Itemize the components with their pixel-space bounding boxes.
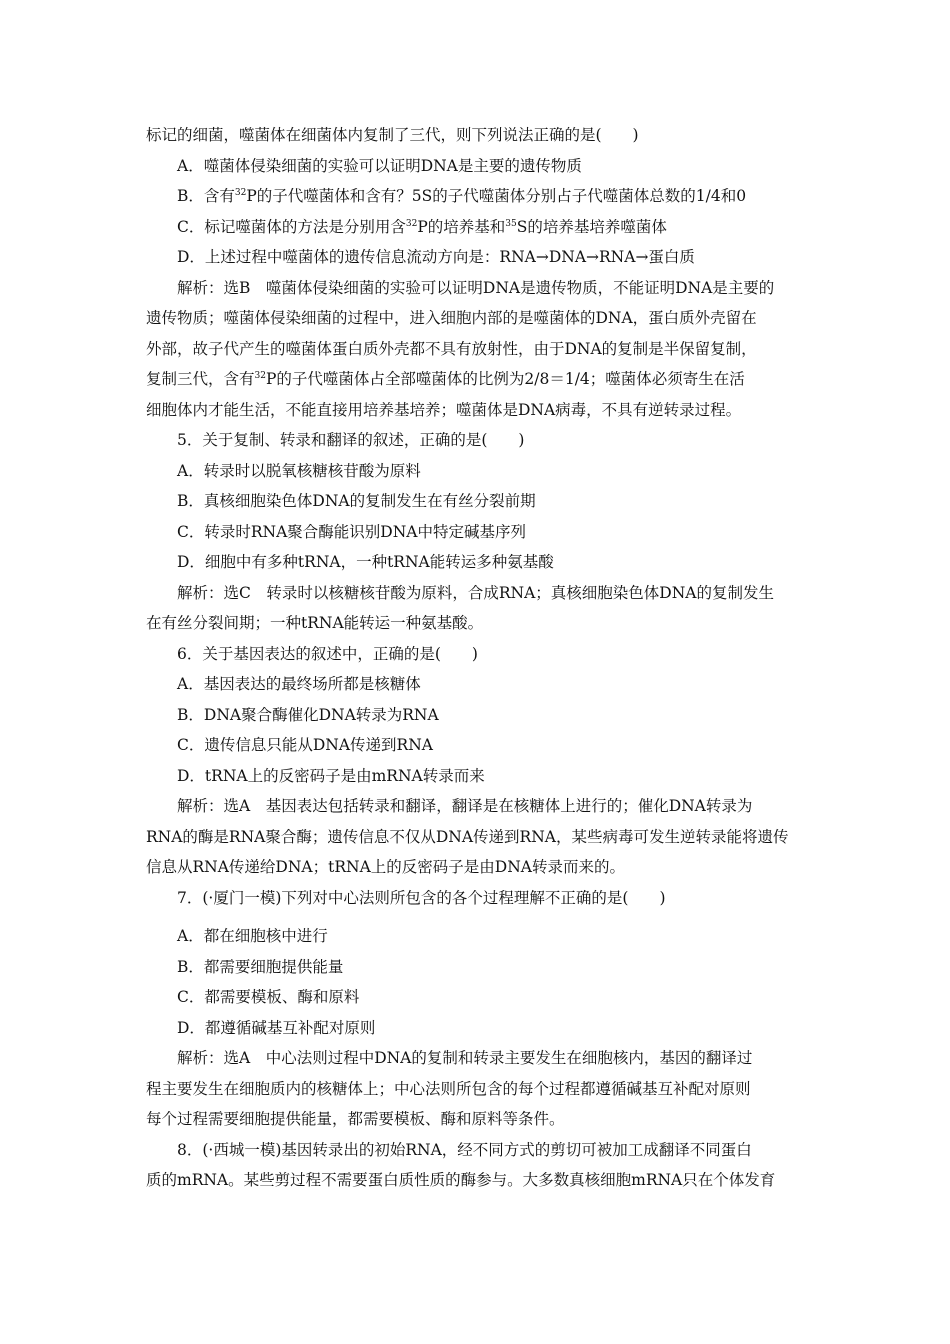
q7-stem-emphasis: 不 bbox=[545, 883, 561, 914]
q4-option-d: D．上述过程中噬菌体的遗传信息流动方向是：RNA→DNA→RNA→蛋白质 bbox=[177, 248, 695, 266]
q4-option-b bbox=[146, 181, 808, 212]
q7-option-c: C．都需要模板、酶和原料 bbox=[177, 988, 360, 1006]
q4-analysis-line-1: 解析：选B 噬菌体侵染细菌的实验可以证明DNA是遗传物质，不能证明DNA是主要的 bbox=[177, 278, 775, 297]
q6-analysis-line-2: RNA的酶是RNA聚合酶；遗传信息不仅从DNA传递到RNA，某些病毒可发生逆转录能将遗传 bbox=[146, 827, 789, 846]
q4-option-b-superscript: 32 bbox=[234, 188, 247, 198]
q7-option-a: A．都在细胞核中进行 bbox=[177, 927, 328, 945]
q4-analysis-line-2: 遗传物质；噬菌体侵染细菌的过程中，进入细胞内部的是噬菌体的DNA，蛋白质外壳留在 bbox=[146, 309, 757, 327]
q5-option-c: C．转录时RNA聚合酶能识别DNA中特定碱基序列 bbox=[177, 522, 526, 541]
q5-option-a: A．转录时以脱氧核糖核苷酸为原料 bbox=[177, 461, 421, 480]
q4-analysis-line-4-text-2: P的子代噬菌体占全部噬菌体的比例为2/8＝1/4；噬菌体必须寄生在活 bbox=[265, 370, 745, 388]
q5-option-d: D．细胞中有多种tRNA，一种tRNA能转运多种氨基酸 bbox=[177, 553, 554, 571]
q5-option-b: B．真核细胞染色体DNA的复制发生在有丝分裂前期 bbox=[177, 492, 536, 510]
q7-stem-text-2: 正确的是( ) bbox=[560, 888, 666, 907]
q7-analysis-line-3: 每个过程需要细胞提供能量，都需要模板、酶和原料等条件。 bbox=[146, 1110, 565, 1128]
q4-stem-tail: 标记的细菌，噬菌体在细菌体内复制了三代，则下列说法正确的是( ) bbox=[146, 126, 639, 144]
q4-analysis-superscript: 32 bbox=[254, 371, 266, 381]
q6-stem: 6．关于基因表达的叙述中，正确的是( ) bbox=[177, 644, 478, 663]
q4-option-b-text-2: P的子代噬菌体和含有？5S的子代噬菌体分别占子代噬菌体总数的1/4和0 bbox=[246, 187, 747, 205]
q4-analysis-line-4 bbox=[146, 364, 808, 395]
q5-stem: 5．关于复制、转录和翻译的叙述，正确的是( ) bbox=[177, 431, 525, 449]
q8-stem-line-2: 质的mRNA。某些剪过程不需要蛋白质性质的酶参与。大多数真核细胞mRNA只在个体发育 bbox=[146, 1171, 776, 1189]
page-content bbox=[146, 120, 808, 1196]
q7-analysis-line-2: 程主要发生在细胞质内的核糖体上；中心法则所包含的每个过程都遵循碱基互补配对原则 bbox=[146, 1079, 751, 1098]
q6-option-d: D．tRNA上的反密码子是由mRNA转录而来 bbox=[177, 766, 485, 785]
q4-option-c bbox=[146, 212, 808, 243]
q4-analysis-line-3: 外部，故子代产生的噬菌体蛋白质外壳都不具有放射性，由于DNA的复制是半保留复制， bbox=[146, 339, 757, 358]
q4-analysis-line-4-text-1: 复制三代，含有 bbox=[146, 370, 255, 388]
q4-option-a: A．噬菌体侵染细菌的实验可以证明DNA是主要的遗传物质 bbox=[177, 156, 582, 175]
q4-option-c-superscript-2: 35 bbox=[505, 218, 517, 229]
q5-analysis-line-1: 解析：选C 转录时以核糖核苷酸为原料，合成RNA；真核细胞染色体DNA的复制发生 bbox=[177, 583, 774, 602]
q4-option-c-text-3: S的培养基培养噬菌体 bbox=[516, 217, 667, 236]
q5-analysis-line-2: 在有丝分裂间期；一种tRNA能转运一种氨基酸。 bbox=[146, 614, 484, 632]
q7-stem-text-1: 7．(·厦门一模)下列对中心法则所包含的各个过程理解 bbox=[177, 888, 545, 907]
q6-option-a: A．基因表达的最终场所都是核糖体 bbox=[177, 675, 421, 693]
q7-option-d: D．都遵循碱基互补配对原则 bbox=[177, 1018, 376, 1037]
q4-option-c-text-2: P的培养基和 bbox=[417, 217, 506, 236]
q8-stem-line-1: 8．(·西城一模)基因转录出的初始RNA，经不同方式的剪切可被加工成翻译不同蛋白 bbox=[177, 1140, 752, 1159]
q6-analysis-line-3: 信息从RNA传递给DNA；tRNA上的反密码子是由DNA转录而来的。 bbox=[146, 858, 625, 876]
q6-option-b: B．DNA聚合酶催化DNA转录为RNA bbox=[177, 705, 439, 724]
q7-option-b: B．都需要细胞提供能量 bbox=[177, 957, 344, 976]
q7-analysis-line-1: 解析：选A 中心法则过程中DNA的复制和转录主要发生在细胞核内，基因的翻译过 bbox=[177, 1049, 753, 1067]
q4-option-c-text-1: C．标记噬菌体的方法是分别用含 bbox=[177, 217, 406, 236]
q6-analysis-line-1: 解析：选A 基因表达包括转录和翻译，翻译是在核糖体上进行的；催化DNA转录为 bbox=[177, 797, 753, 815]
spacer bbox=[146, 913, 808, 921]
q6-option-c: C．遗传信息只能从DNA传递到RNA bbox=[177, 736, 433, 754]
q4-option-b-text-1: B．含有 bbox=[177, 187, 235, 205]
q4-analysis-line-5: 细胞体内才能生活，不能直接用培养基培养；噬菌体是DNA病毒，不具有逆转录过程。 bbox=[146, 400, 742, 419]
q4-option-c-superscript-1: 32 bbox=[405, 218, 418, 229]
q7-stem bbox=[146, 883, 808, 914]
